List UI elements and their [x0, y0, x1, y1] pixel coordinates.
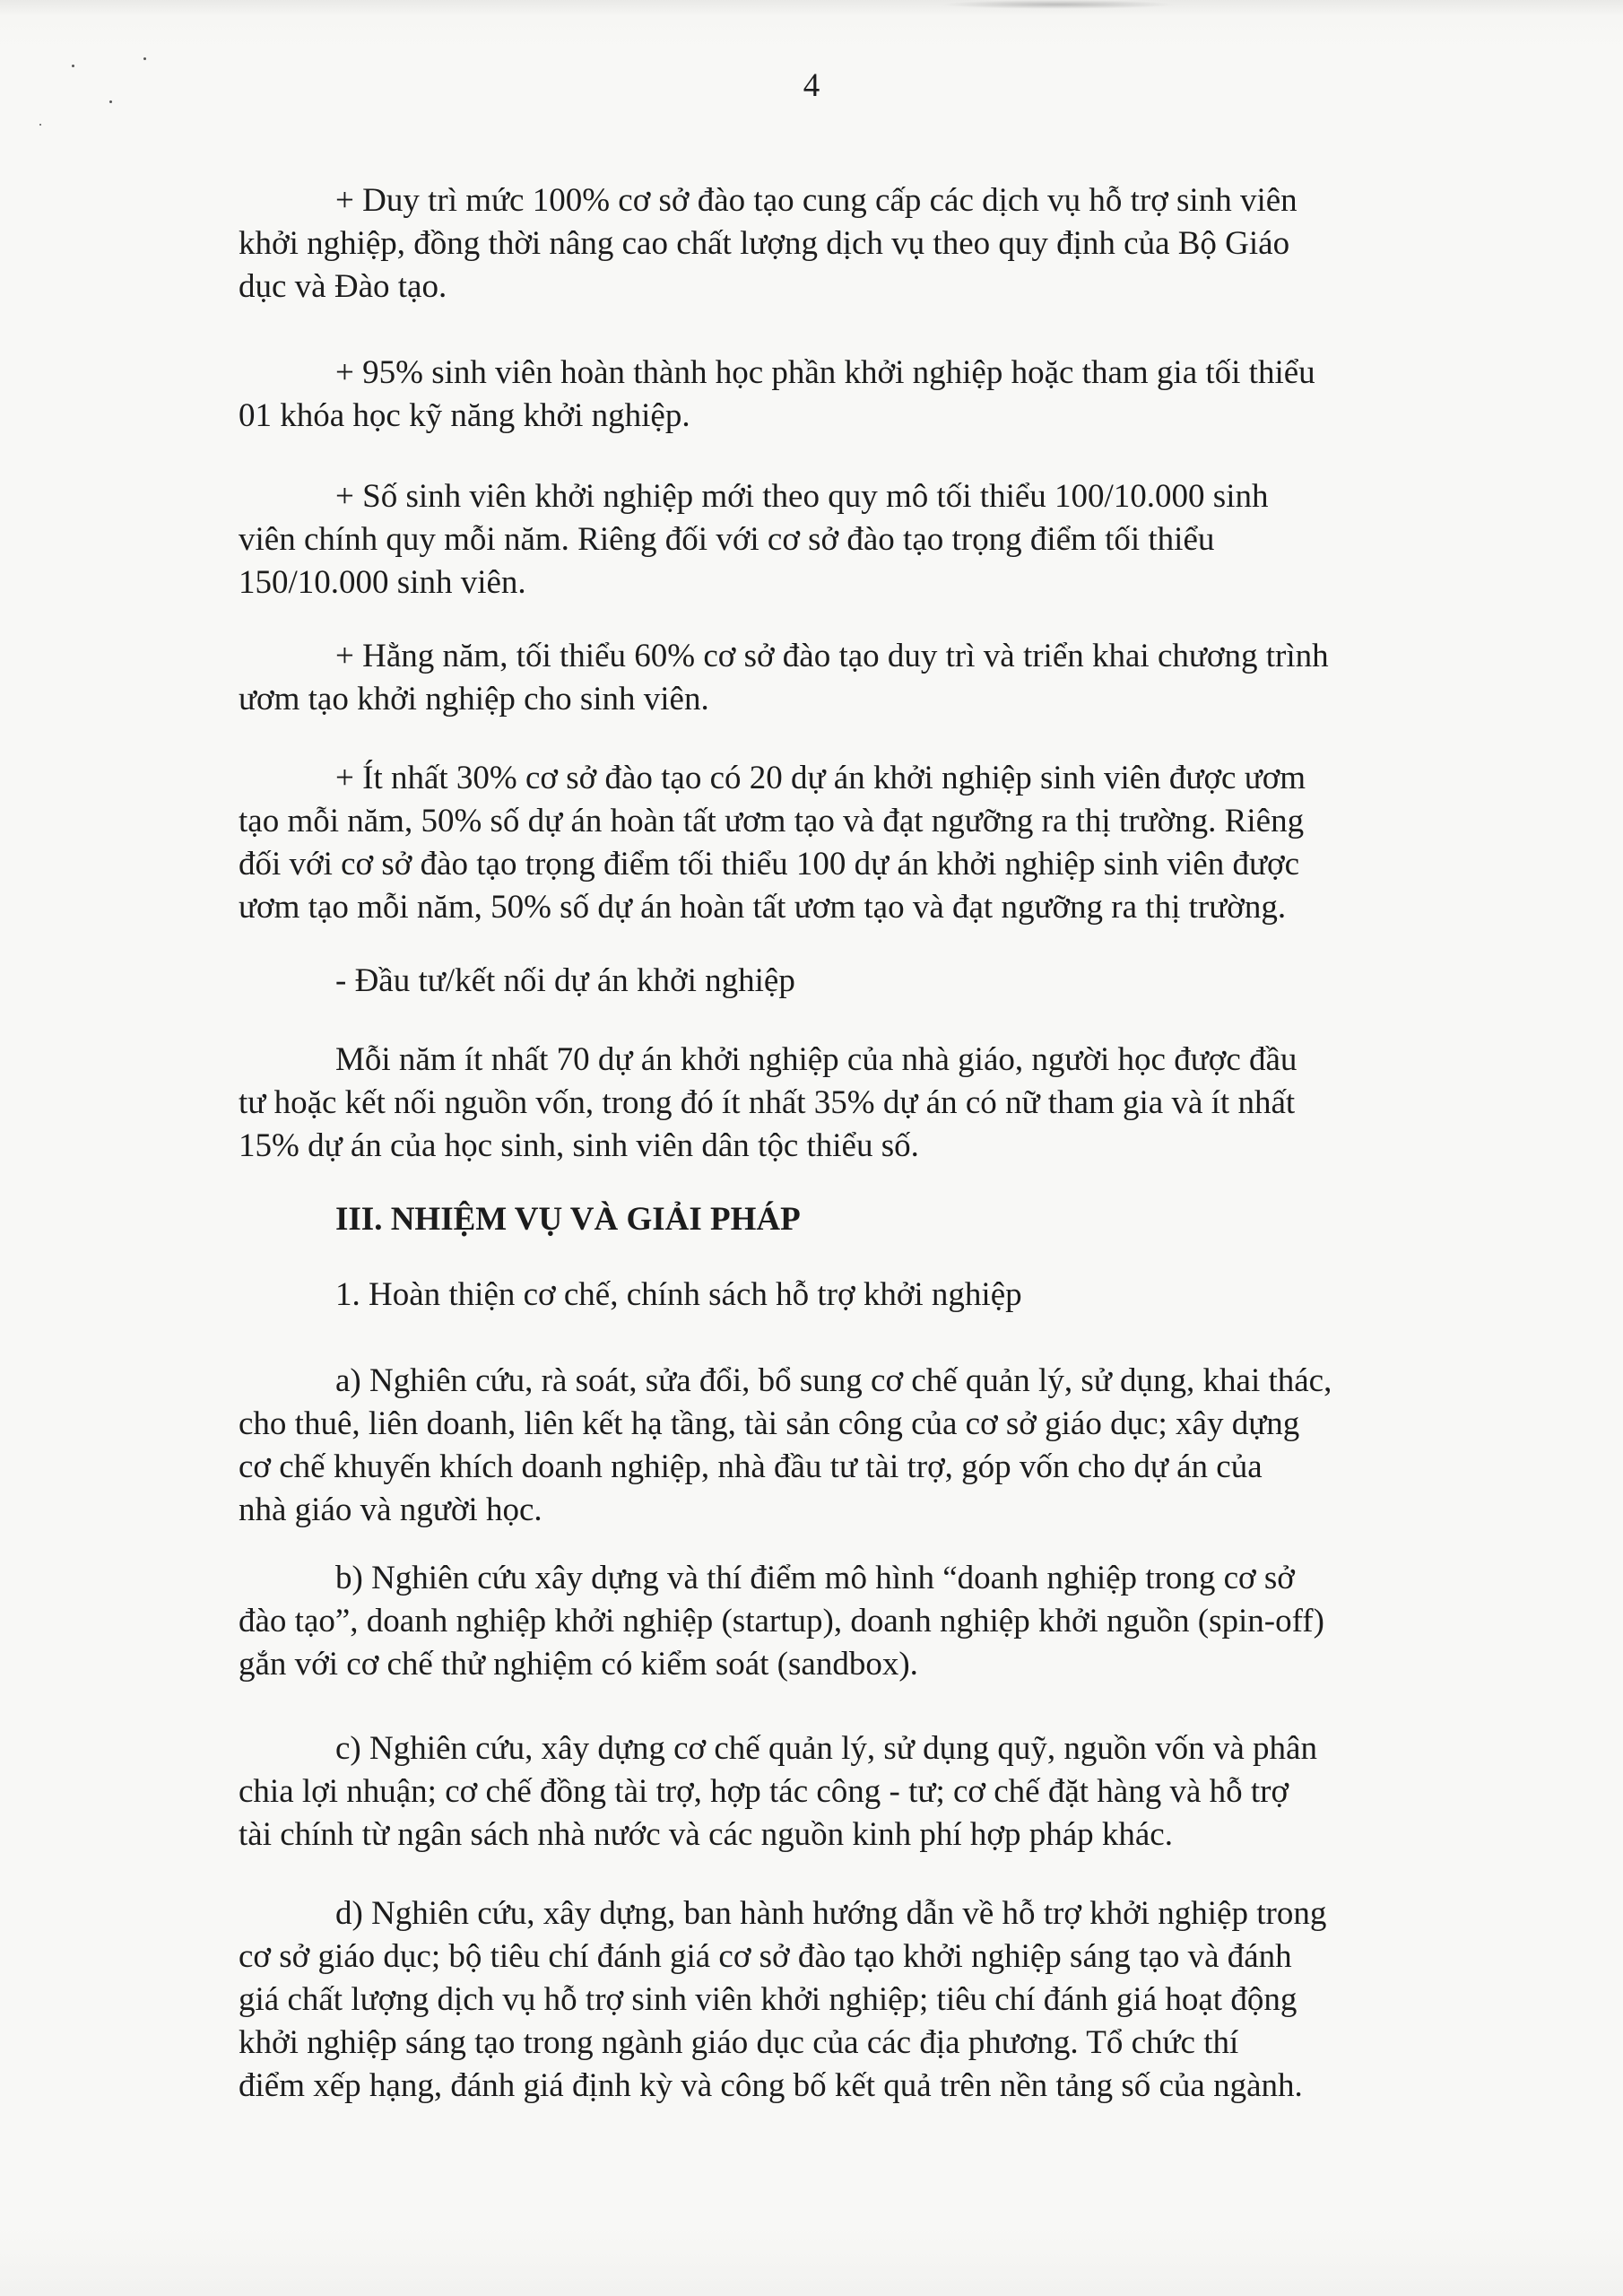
bullet-support-services [239, 179, 1467, 309]
bullet-support-services-line: + Duy trì mức 100% cơ sở đào tạo cung cấp các dịch vụ hỗ trợ sinh viên [335, 182, 1298, 219]
section-heading-iii-line: III. NHIỆM VỤ VÀ GIẢI PHÁP [335, 1201, 801, 1238]
bullet-new-startups [239, 475, 1467, 604]
bullet-support-services-line: khởi nghiệp, đồng thời nâng cao chất lượng dịch vụ theo quy định của Bộ Giáo [239, 225, 1290, 262]
investment-target-line: Mỗi năm ít nhất 70 dự án khởi nghiệp của nhà giáo, người học được đầu [335, 1041, 1298, 1078]
item-1a [239, 1360, 1467, 1532]
bullet-incubated-projects-line: đối với cơ sở đào tạo trọng điểm tối thiểu 100 dự án khởi nghiệp sinh viên được [239, 846, 1300, 883]
item-1b-line: b) Nghiên cứu xây dựng và thí điểm mô hình “doanh nghiệp trong cơ sở [335, 1560, 1295, 1596]
bullet-incubation-program [239, 635, 1467, 721]
item-1c-line: c) Nghiên cứu, xây dựng cơ chế quản lý, sử dụng quỹ, nguồn vốn và phân [335, 1730, 1317, 1767]
subheading-investment-line: - Đầu tư/kết nối dự án khởi nghiệp [335, 962, 795, 999]
item-1d-line: khởi nghiệp sáng tạo trong ngành giáo dục của các địa phương. Tổ chức thí [239, 2024, 1239, 2061]
item-1a-line: nhà giáo và người học. [239, 1492, 542, 1528]
scan-speck [39, 124, 41, 126]
bullet-incubated-projects-line: ươm tạo mỗi năm, 50% số dự án hoàn tất ươm tạo và đạt ngưỡng ra thị trường. [239, 889, 1287, 926]
item-1b-line: đào tạo”, doanh nghiệp khởi nghiệp (startup), doanh nghiệp khởi nguồn (spin-off) [239, 1603, 1324, 1639]
section-heading-iii [335, 1198, 1467, 1241]
bullet-startup-course [239, 352, 1467, 438]
bullet-new-startups-line: viên chính quy mỗi năm. Riêng đối với cơ sở đào tạo trọng điểm tối thiểu [239, 521, 1215, 558]
item-1d-line: d) Nghiên cứu, xây dựng, ban hành hướng dẫn về hỗ trợ khởi nghiệp trong [335, 1895, 1327, 1932]
investment-target-line: 15% dự án của học sinh, sinh viên dân tộc thiểu số. [239, 1127, 919, 1164]
bullet-incubation-program-line: + Hằng năm, tối thiểu 60% cơ sở đào tạo duy trì và triển khai chương trình [335, 638, 1329, 674]
scan-shadow [942, 0, 1175, 9]
subheading-investment [335, 960, 1467, 1003]
item-1a-line: cơ chế khuyến khích doanh nghiệp, nhà đầu tư tài trợ, góp vốn cho dự án của [239, 1448, 1263, 1485]
bullet-support-services-line: dục và Đào tạo. [239, 268, 447, 305]
item-1b [239, 1557, 1467, 1686]
item-1-title [335, 1274, 1467, 1317]
page-number: 4 [803, 67, 820, 104]
bullet-incubated-projects-line: + Ít nhất 30% cơ sở đào tạo có 20 dự án khởi nghiệp sinh viên được ươm [335, 760, 1306, 796]
item-1a-line: cho thuê, liên doanh, liên kết hạ tầng, tài sản công của cơ sở giáo dục; xây dựng [239, 1405, 1300, 1442]
bullet-startup-course-line: 01 khóa học kỹ năng khởi nghiệp. [239, 397, 690, 434]
scan-speck [143, 57, 146, 60]
item-1d [239, 1892, 1467, 2108]
item-1-title-line: 1. Hoàn thiện cơ chế, chính sách hỗ trợ khởi nghiệp [335, 1276, 1022, 1313]
investment-target [239, 1039, 1467, 1168]
item-1a-line: a) Nghiên cứu, rà soát, sửa đổi, bổ sung cơ chế quản lý, sử dụng, khai thác, [335, 1362, 1332, 1399]
item-1d-line: giá chất lượng dịch vụ hỗ trợ sinh viên khởi nghiệp; tiêu chí đánh giá hoạt động [239, 1981, 1298, 2018]
item-1c-line: tài chính từ ngân sách nhà nước và các nguồn kinh phí hợp pháp khác. [239, 1816, 1173, 1853]
bullet-incubated-projects-line: tạo mỗi năm, 50% số dự án hoàn tất ươm tạo và đạt ngưỡng ra thị trường. Riêng [239, 803, 1305, 839]
investment-target-line: tư hoặc kết nối nguồn vốn, trong đó ít nhất 35% dự án có nữ tham gia và ít nhất [239, 1084, 1296, 1121]
item-1d-line: cơ sở giáo dục; bộ tiêu chí đánh giá cơ sở đào tạo khởi nghiệp sáng tạo và đánh [239, 1938, 1292, 1975]
bullet-incubated-projects [239, 757, 1467, 929]
bullet-new-startups-line: + Số sinh viên khởi nghiệp mới theo quy mô tối thiểu 100/10.000 sinh [335, 478, 1269, 515]
item-1c [239, 1727, 1467, 1857]
item-1b-line: gắn với cơ chế thử nghiệm có kiểm soát (sandbox). [239, 1646, 918, 1683]
bullet-incubation-program-line: ươm tạo khởi nghiệp cho sinh viên. [239, 681, 709, 718]
bullet-startup-course-line: + 95% sinh viên hoàn thành học phần khởi nghiệp hoặc tham gia tối thiểu [335, 354, 1315, 391]
item-1d-line: điểm xếp hạng, đánh giá định kỳ và công bố kết quả trên nền tảng số của ngành. [239, 2067, 1303, 2104]
bullet-new-startups-line: 150/10.000 sinh viên. [239, 564, 526, 601]
item-1c-line: chia lợi nhuận; cơ chế đồng tài trợ, hợp tác công - tư; cơ chế đặt hàng và hỗ trợ [239, 1773, 1289, 1810]
